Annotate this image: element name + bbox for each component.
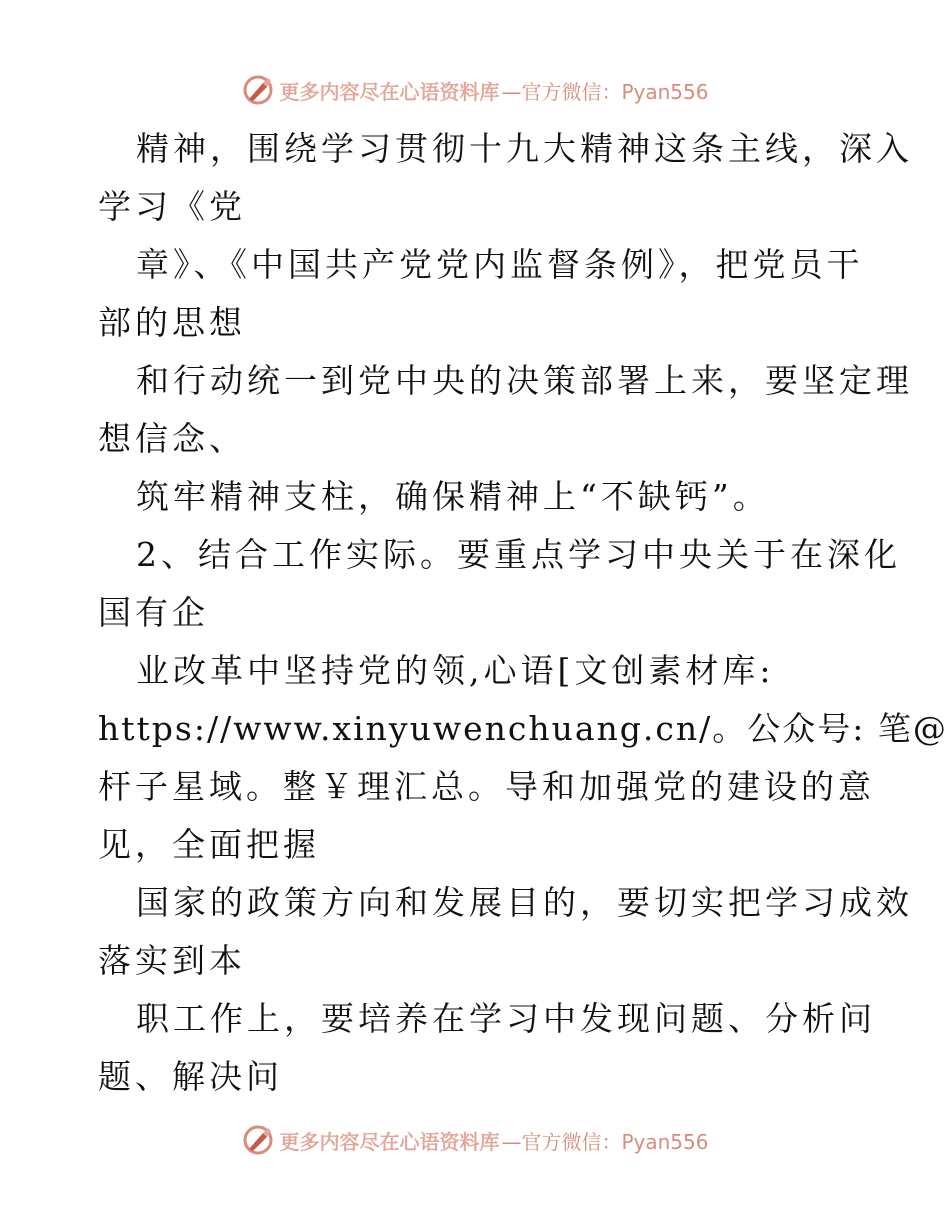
text-line: 想信念、 — [98, 419, 246, 458]
text-line: 业改革中坚持党的领,心语[文创素材库: — [136, 651, 775, 690]
pen-logo-icon — [241, 1123, 275, 1157]
footer-brand-text: 更多内容尽在心语资料库 — [279, 1129, 500, 1154]
text-line: 学习《党 — [98, 187, 246, 226]
header-contact-text: —官方微信：Pyan556 — [501, 79, 709, 104]
text-line: 和行动统一到党中央的决策部署上来，要坚定理 — [136, 361, 913, 400]
text-line: 杆子星域。整￥理汇总。导和加强党的建设的意 — [98, 767, 875, 806]
text-line: 见，全面把握 — [98, 825, 320, 864]
pen-logo-icon — [241, 73, 275, 107]
text-line: 部的思想 — [98, 303, 246, 342]
text-line: 题、解决问 — [98, 1057, 283, 1096]
text-line: 国有企 — [98, 593, 209, 632]
document-body — [98, 120, 948, 1106]
text-line: 章》、《中国共产党党内监督条例》，把党员干 — [136, 245, 864, 284]
text-line: https://www.xinyuwenchuang.cn/。公众号: 笔@ — [98, 709, 948, 748]
footer-banner — [0, 1120, 950, 1160]
text-line: 落实到本 — [98, 941, 246, 980]
header-banner — [0, 70, 950, 110]
text-line: 2、结合工作实际。要重点学习中央关于在深化 — [136, 535, 901, 574]
text-line: 职工作上，要培养在学习中发现问题、分析问 — [136, 999, 876, 1038]
footer-contact-text: —官方微信：Pyan556 — [501, 1129, 709, 1154]
text-line: 筑牢精神支柱，确保精神上“不缺钙”。 — [136, 477, 770, 516]
text-line: 精神，围绕学习贯彻十九大精神这条主线，深入 — [136, 129, 913, 168]
text-line: 国家的政策方向和发展目的，要切实把学习成效 — [136, 883, 913, 922]
header-brand-text: 更多内容尽在心语资料库 — [279, 79, 500, 104]
